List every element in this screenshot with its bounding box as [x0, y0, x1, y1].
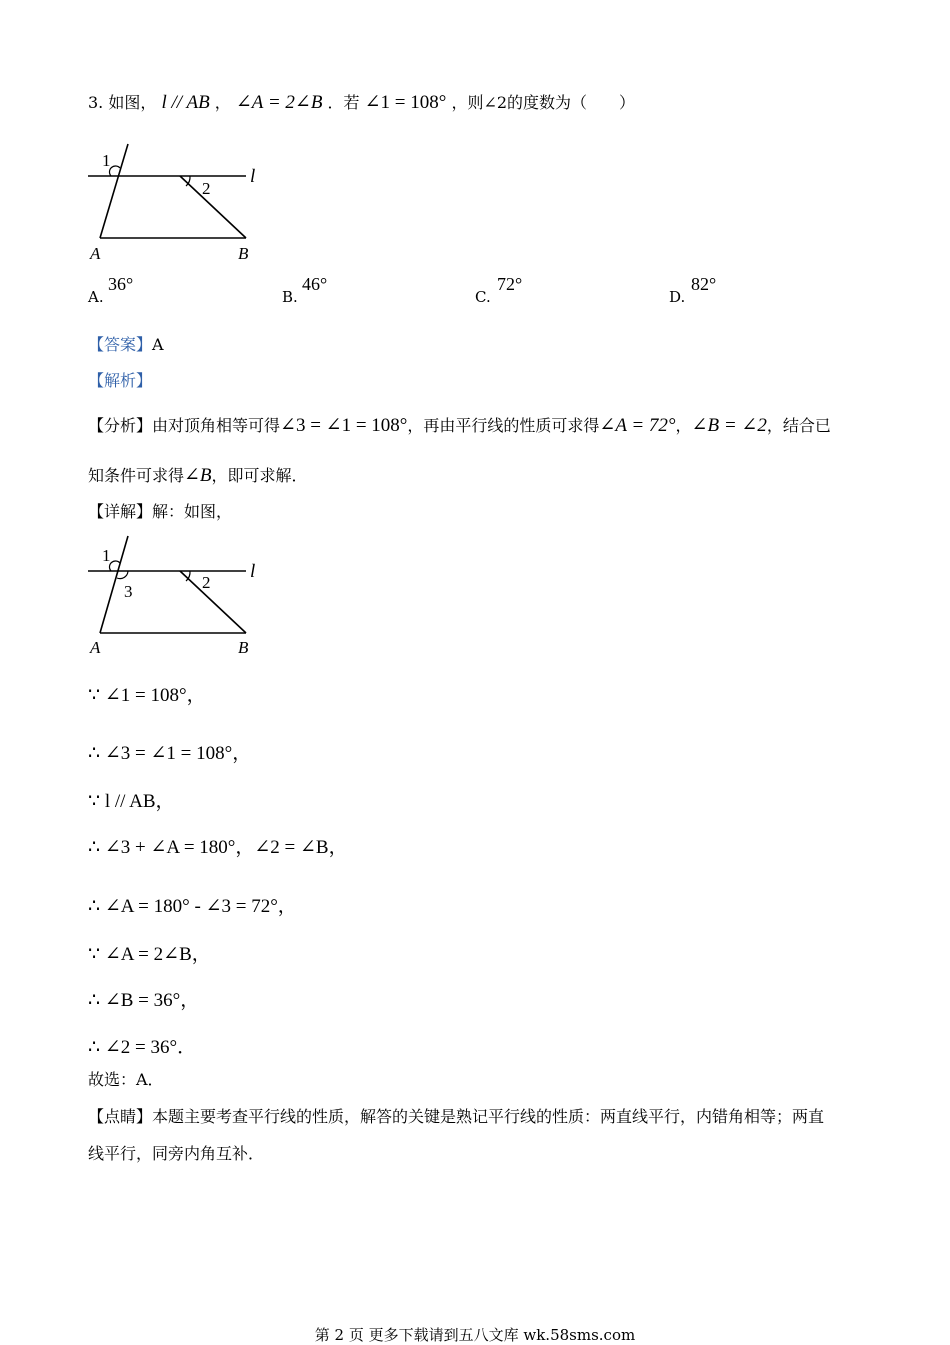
label-b: B — [238, 638, 249, 657]
question-condition-angles: ∠A = 2∠B — [235, 92, 323, 113]
label-b: B — [238, 244, 249, 263]
segment-b-slant — [180, 571, 246, 633]
question-prefix: 如图， — [108, 93, 157, 112]
dianjing-tag: 【点睛】 — [88, 1107, 153, 1126]
step-7: ∴ ∠B = 36°， — [88, 990, 200, 1011]
label-l: l — [250, 561, 256, 582]
label-a: A — [90, 638, 101, 657]
option-d-letter: D. — [669, 288, 686, 306]
answer-line — [88, 334, 164, 356]
fenxi-text-3: ， — [675, 416, 692, 435]
analysis-tag: 【解析】 — [88, 371, 153, 390]
answer-tag: 【答案】 — [88, 335, 153, 354]
step-6: ∵ ∠A = 2∠B， — [88, 944, 211, 965]
question-sep: ， — [214, 93, 231, 112]
question-number: 3. — [88, 93, 104, 112]
answer-value: A — [152, 335, 164, 354]
label-l: l — [250, 166, 256, 187]
option-c-value: 72° — [497, 274, 523, 294]
option-a — [88, 272, 188, 308]
question-condition-parallel: l // AB — [161, 92, 210, 113]
page-footer: 第 2 页 更多下载请到五八文库 wk.58sms.com — [314, 1326, 636, 1344]
label-2: 2 — [202, 573, 211, 592]
question-condition-angle1: ∠1 = 108° — [364, 92, 447, 113]
dianjing-text-1: 本题主要考查平行线的性质，解答的关键是熟记平行线的性质：两直线平行，内错角相等；两直 — [152, 1107, 825, 1126]
label-2: 2 — [202, 179, 211, 198]
option-d — [669, 272, 769, 308]
option-a-letter: A. — [88, 288, 104, 306]
step-8: ∴ ∠2 = 36°． — [88, 1037, 197, 1058]
option-b — [282, 272, 382, 308]
fenxi-line2-text-a: 知条件可求得 — [88, 466, 185, 485]
option-a-value: 36° — [108, 274, 134, 294]
step-1: ∵ ∠1 = 108°， — [88, 685, 206, 706]
figure-2 — [80, 531, 280, 661]
label-a: A — [90, 244, 101, 263]
option-b-letter: B. — [282, 288, 298, 306]
fenxi-line-2 — [88, 465, 308, 487]
fenxi-line2-math: ∠B — [184, 465, 212, 486]
label-1: 1 — [102, 546, 111, 565]
detail-text: 解：如图， — [152, 502, 233, 521]
option-b-value: 46° — [302, 274, 328, 294]
step-4: ∴ ∠3 + ∠A = 180°，∠2 = ∠B， — [88, 837, 348, 858]
segment-b-slant — [180, 176, 246, 238]
fenxi-text-4: ，结合已 — [766, 416, 831, 435]
option-c — [475, 272, 575, 308]
label-3: 3 — [124, 582, 133, 601]
label-1: 1 — [102, 151, 111, 170]
fenxi-line2-text-b: ，即可求解． — [211, 466, 308, 485]
dianjing-line-2: 线平行，同旁内角互补． — [88, 1144, 265, 1163]
question-mid: ．若 — [327, 93, 360, 112]
fenxi-math-1: ∠3 = ∠1 = 108° — [280, 415, 408, 436]
fenxi-math-3: ∠B = ∠2 — [691, 415, 767, 436]
fenxi-text-1: 由对顶角相等可得 — [152, 416, 281, 435]
question-suffix: ，则∠2的度数为（ ） — [451, 93, 636, 112]
fenxi-tag: 【分析】 — [88, 416, 153, 435]
option-c-letter: C. — [475, 288, 491, 306]
step-2: ∴ ∠3 = ∠1 = 108°， — [88, 743, 252, 764]
dianjing-line-1 — [88, 1106, 824, 1128]
fenxi-line-1 — [88, 415, 831, 437]
final-choice: 故选：A． — [88, 1070, 164, 1089]
detail-tag: 【详解】 — [88, 502, 153, 521]
detail-line — [88, 501, 232, 523]
step-3: ∵ l // AB， — [88, 791, 175, 812]
question-line — [88, 92, 635, 114]
step-5: ∴ ∠A = 180° - ∠3 = 72°， — [88, 896, 297, 917]
angle3-arc — [117, 571, 128, 579]
option-d-value: 82° — [691, 274, 717, 294]
fenxi-text-2: ，再由平行线的性质可求得 — [407, 416, 600, 435]
figure-1 — [80, 136, 280, 266]
fenxi-math-2: ∠A = 72° — [599, 415, 676, 436]
